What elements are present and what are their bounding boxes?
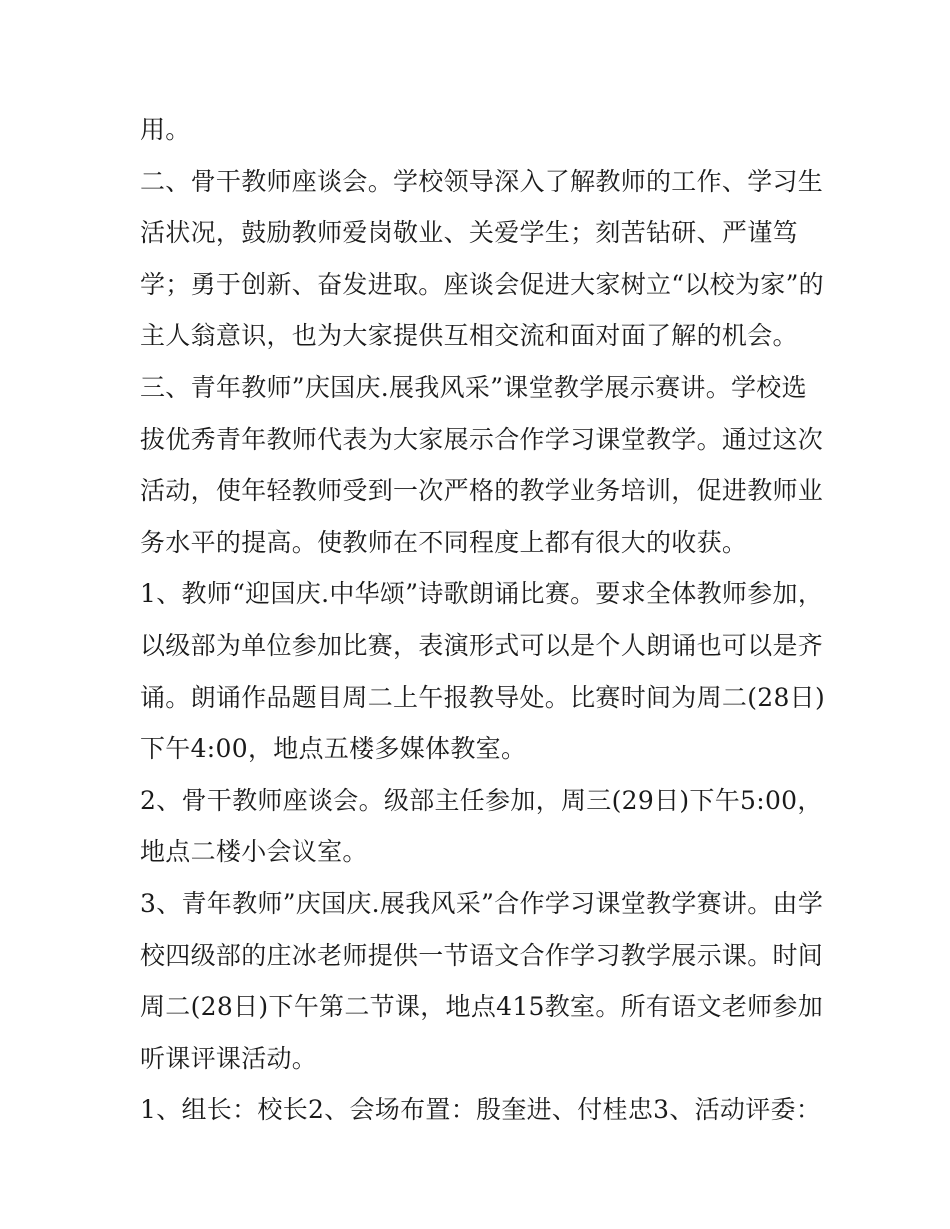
text-line: 下午4:00，地点五楼多媒体教室。 <box>140 734 527 764</box>
text-line: 3、青年教师”庆国庆.展我风采”合作学习课堂教学赛讲。由学 <box>140 888 824 918</box>
text-line: 务水平的提高。使教师在不同程度上都有很大的收获。 <box>140 527 748 557</box>
text-line: 以级部为单位参加比赛，表演形式可以是个人朗诵也可以是齐 <box>140 630 824 660</box>
document-body <box>140 104 826 1136</box>
text-line: 学；勇于创新、奋发进取。座谈会促进大家树立“以校为家”的 <box>140 269 824 299</box>
text-line: 听课评课活动。 <box>140 1043 318 1073</box>
text-line: 地点二楼小会议室。 <box>140 837 368 867</box>
text-line: 校四级部的庄冰老师提供一节语文合作学习教学展示课。时间 <box>140 940 824 970</box>
text-line: 2、骨干教师座谈会。级部主任参加，周三(29日)下午5:00， <box>140 785 823 815</box>
text-line: 活动，使年轻教师受到一次严格的教学业务培训，促进教师业 <box>140 476 824 506</box>
text-line: 诵。朗诵作品题目周二上午报教导处。比赛时间为周二(28日) <box>140 682 826 712</box>
text-line: 二、骨干教师座谈会。学校领导深入了解教师的工作、学习生 <box>140 166 824 196</box>
text-line: 周二(28日)下午第二节课，地点415教室。所有语文老师参加 <box>140 992 824 1022</box>
text-line: 主人翁意识，也为大家提供互相交流和面对面了解的机会。 <box>140 321 798 351</box>
text-line: 拔优秀青年教师代表为大家展示合作学习课堂教学。通过这次 <box>140 424 824 454</box>
text-line: 1、教师“迎国庆.中华颂”诗歌朗诵比赛。要求全体教师参加， <box>140 579 824 609</box>
text-line: 三、青年教师”庆国庆.展我风采”课堂教学展示赛讲。学校选 <box>140 372 807 402</box>
text-line: 活状况，鼓励教师爱岗敬业、关爱学生；刻苦钻研、严谨笃 <box>140 218 798 248</box>
text-line: 用。 <box>140 115 191 144</box>
text-line: 1、组长：校长2、会场布置：殷奎进、付桂忠3、活动评委： <box>140 1095 822 1125</box>
